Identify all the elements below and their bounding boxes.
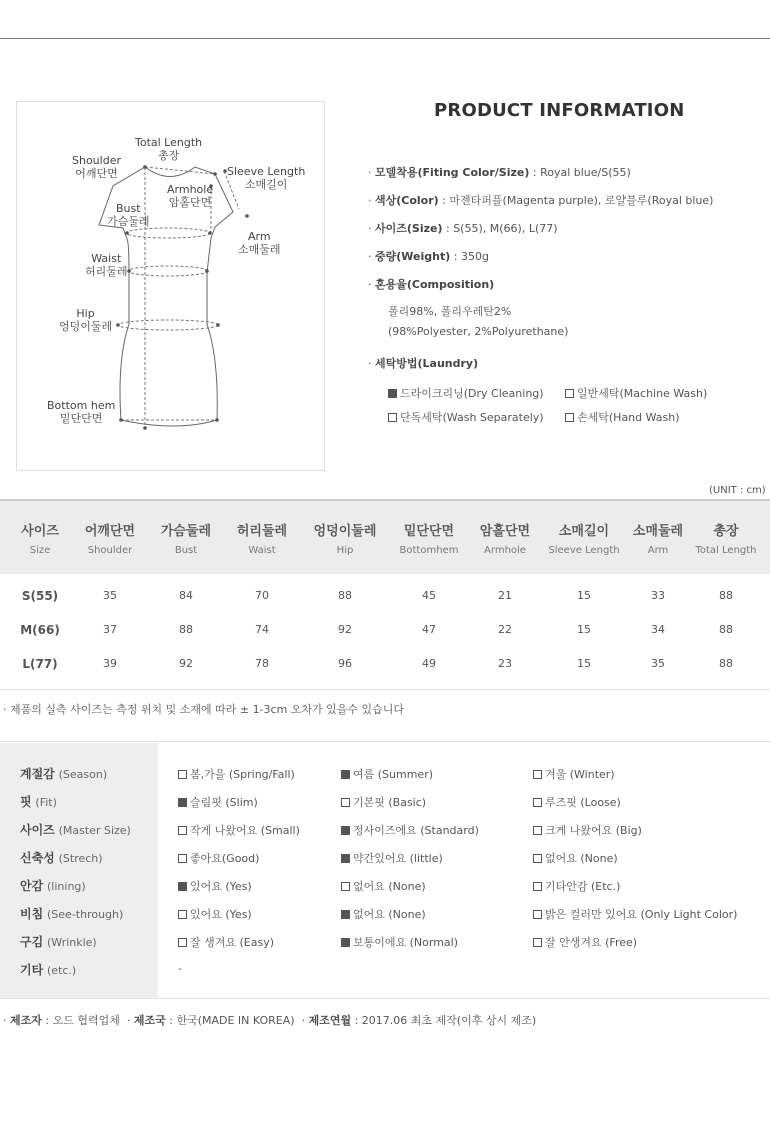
size-value-cell: 88: [719, 589, 733, 602]
checkbox-checked-icon: [341, 938, 350, 947]
label-total-length: Total Length 총장: [135, 136, 203, 162]
size-value-cell: 88: [719, 657, 733, 670]
header-total-length: 총장 Total Length: [695, 524, 757, 556]
feature-label-kr: 계절감: [20, 767, 55, 781]
checkbox-empty-icon: [178, 910, 187, 919]
feature-label-en: (Wrinkle): [47, 936, 97, 949]
checkbox-empty-icon: [533, 910, 542, 919]
size-value-cell: 88: [719, 623, 733, 636]
feature-option: [341, 878, 426, 894]
size-value-cell: 15: [577, 589, 591, 602]
feature-label-kr: 구김: [20, 935, 44, 949]
divider: [0, 741, 770, 742]
feature-label: [20, 933, 97, 950]
size-table-header: [0, 499, 770, 574]
size-note: · 제품의 실측 사이즈는 측정 위치 및 소재에 따라 ± 1-3cm 오차가 있을수 있습니다: [3, 703, 405, 716]
feature-option-label: 슬림핏 (Slim): [190, 796, 258, 809]
feature-option-label: 작게 나왔어요 (Small): [190, 824, 300, 837]
feature-option: [178, 878, 252, 894]
feature-option: [533, 878, 620, 894]
feature-option-label: 보통이에요 (Normal): [353, 936, 459, 949]
info-laundry: · 세탁방법(Laundry): [368, 357, 479, 370]
checkbox-checked-icon: [341, 854, 350, 863]
composition-kr: 폴리98%, 폴리우레탄2%: [388, 305, 512, 318]
checkbox-empty-icon: [341, 882, 350, 891]
header-shoulder: 어깨단면 Shoulder: [84, 524, 136, 556]
label-bust: Bust 가슴둘레: [107, 202, 150, 228]
checkbox-empty-icon: [533, 798, 542, 807]
feature-option-label: 약간있어요 (little): [353, 852, 443, 865]
feature-option-label: 잘 생겨요 (Easy): [190, 936, 275, 949]
checkbox-empty-icon: [533, 882, 542, 891]
size-value-cell: 49: [422, 657, 436, 670]
size-value-cell: 88: [338, 589, 352, 602]
header-waist: 허리둘레 Waist: [236, 524, 288, 556]
feature-option: [533, 934, 637, 950]
feature-option-label: 좋아요(Good): [190, 852, 260, 865]
unit-label: (UNIT : cm): [709, 485, 766, 496]
info-color: · 색상(Color) : 마젠타퍼플(Magenta purple), 로얄블루(Royal blue): [368, 194, 714, 207]
label-waist: Waist 허리둘레: [85, 252, 128, 278]
checkbox-empty-icon: [178, 770, 187, 779]
feature-option: [341, 794, 426, 810]
label-shoulder: Shoulder 어깨단면: [72, 154, 121, 180]
feature-option-label: 없어요 (None): [353, 880, 426, 893]
label-hip: Hip 엉덩이둘레: [59, 307, 113, 333]
size-value-cell: 37: [103, 623, 117, 636]
size-name-cell: M(66): [20, 623, 60, 637]
info-model: · 모델착용(Fiting Color/Size) : Royal blue/S(55): [368, 166, 631, 179]
size-value-cell: 39: [103, 657, 117, 670]
feature-label-en: (etc.): [47, 964, 77, 977]
info-size: · 사이즈(Size) : S(55), M(66), L(77): [368, 222, 558, 235]
checkbox-checked-icon: [341, 826, 350, 835]
size-name-cell: L(77): [22, 657, 58, 671]
header-hip: 엉덩이둘레 Hip: [313, 524, 377, 556]
feature-label-en: (Strech): [58, 852, 103, 865]
checkbox-empty-icon: [533, 826, 542, 835]
feature-option: [178, 766, 295, 782]
size-value-cell: 78: [255, 657, 269, 670]
feature-option: [533, 794, 621, 810]
size-value-cell: 45: [422, 589, 436, 602]
checkbox-empty-icon: [533, 938, 542, 947]
laundry-wash-separately: 단독세탁(Wash Separately): [388, 409, 544, 425]
header-bust: 가슴둘레 Bust: [160, 524, 212, 556]
header-arm: 소매둘레 Arm: [632, 524, 684, 556]
feature-label-kr: 신축성: [20, 851, 55, 865]
feature-option-label: 잘 안생겨요 (Free): [545, 936, 638, 949]
feature-option-label: 없어요 (None): [353, 908, 426, 921]
feature-option-label: 정사이즈에요 (Standard): [353, 824, 479, 837]
size-value-cell: 22: [498, 623, 512, 636]
checkbox-empty-icon: [533, 854, 542, 863]
size-value-cell: 70: [255, 589, 269, 602]
label-armhole: Armhole 암홀단면: [167, 183, 214, 209]
feature-option: [533, 850, 618, 866]
checkbox-empty-icon: [341, 798, 350, 807]
checkbox-empty-icon: [533, 770, 542, 779]
size-value-cell: 15: [577, 657, 591, 670]
composition-en: (98%Polyester, 2%Polyurethane): [388, 325, 569, 338]
size-value-cell: 35: [103, 589, 117, 602]
size-value-cell: 84: [179, 589, 193, 602]
feature-option-label: 봄,가을 (Spring/Fall): [190, 768, 295, 781]
feature-option: [533, 822, 642, 838]
feature-option-label: 기본핏 (Basic): [353, 796, 427, 809]
product-info-title: PRODUCT INFORMATION: [434, 100, 685, 121]
size-value-cell: 88: [179, 623, 193, 636]
info-weight: · 중량(Weight) : 350g: [368, 250, 489, 263]
size-value-cell: 23: [498, 657, 512, 670]
checkbox-checked-icon: [178, 882, 187, 891]
feature-label-en: (lining): [47, 880, 86, 893]
feature-option-label: 기타안감 (Etc.): [545, 880, 621, 893]
feature-label-kr: 기타: [20, 963, 44, 977]
feature-label-en: (See-through): [47, 908, 124, 921]
label-arm: Arm 소매둘레: [238, 230, 281, 256]
feature-option-label: 있어요 (Yes): [190, 880, 252, 893]
feature-option: [178, 906, 252, 922]
checkbox-empty-icon: [178, 854, 187, 863]
feature-option-label: 없어요 (None): [545, 852, 618, 865]
feature-option-label: 겨울 (Winter): [545, 768, 615, 781]
manufacturer-info: · 제조자 : 오드 협력업체 · 제조국 : 한국(MADE IN KOREA) · 제조연월 : 2017.06 최초 제작(이후 상시 제조): [3, 1014, 537, 1027]
divider: [0, 998, 770, 999]
feature-option: [341, 822, 479, 838]
checkbox-empty-icon: [178, 938, 187, 947]
feature-option: [178, 822, 300, 838]
feature-label-en: (Season): [58, 768, 108, 781]
feature-label: [20, 765, 107, 782]
checkbox-checked-icon: [388, 389, 397, 398]
size-name-cell: S(55): [21, 589, 59, 603]
top-divider: [0, 38, 770, 39]
feature-option-label: 밝은 컬러만 있어요 (Only Light Color): [545, 908, 738, 921]
feature-label: [20, 849, 103, 866]
checkbox-empty-icon: [565, 413, 574, 422]
size-value-cell: 33: [651, 589, 665, 602]
feature-label-kr: 사이즈: [20, 823, 55, 837]
laundry-hand-wash: 손세탁(Hand Wash): [565, 409, 680, 425]
checkbox-empty-icon: [178, 826, 187, 835]
size-value-cell: 47: [422, 623, 436, 636]
header-bottomhem: 밑단단면 Bottomhem: [399, 524, 459, 556]
feature-label: [20, 905, 123, 922]
header-armhole: 암홀단면 Armhole: [479, 524, 531, 556]
size-value-cell: 34: [651, 623, 665, 636]
feature-label-en: (Fit): [35, 796, 57, 809]
feature-label-en: (Master Size): [58, 824, 131, 837]
feature-option: [341, 850, 443, 866]
feature-option-label: 있어요 (Yes): [190, 908, 252, 921]
feature-option: [178, 794, 258, 810]
feature-option: [178, 850, 259, 866]
feature-option: [341, 766, 433, 782]
feature-label: [20, 877, 86, 894]
feature-label-kr: 핏: [20, 795, 32, 809]
header-size: 사이즈 Size: [21, 524, 59, 556]
size-value-cell: 21: [498, 589, 512, 602]
feature-option: [533, 766, 615, 782]
size-value-cell: 92: [338, 623, 352, 636]
size-value-cell: 96: [338, 657, 352, 670]
feature-label: [20, 821, 131, 838]
size-value-cell: 15: [577, 623, 591, 636]
laundry-machine-wash: 일반세탁(Machine Wash): [565, 385, 707, 401]
feature-option-label: 루즈핏 (Loose): [545, 796, 621, 809]
label-sleeve-length: Sleeve Length 소매길이: [227, 165, 306, 191]
checkbox-empty-icon: [388, 413, 397, 422]
checkbox-checked-icon: [341, 910, 350, 919]
laundry-dry-cleaning: 드라이크리닝(Dry Cleaning): [388, 385, 544, 401]
size-value-cell: 92: [179, 657, 193, 670]
feature-option: [341, 906, 426, 922]
feature-option-label: 크게 나왔어요 (Big): [545, 824, 642, 837]
feature-option: [341, 934, 458, 950]
checkbox-empty-icon: [565, 389, 574, 398]
feature-label: [20, 961, 76, 978]
divider: [0, 689, 770, 690]
checkbox-checked-icon: [341, 770, 350, 779]
header-sleeve-length: 소매길이 Sleeve Length: [548, 524, 620, 556]
feature-label-kr: 비침: [20, 907, 44, 921]
label-bottom-hem: Bottom hem 밑단단면: [47, 399, 116, 425]
size-value-cell: 74: [255, 623, 269, 636]
feature-option-label: 여름 (Summer): [353, 768, 434, 781]
checkbox-checked-icon: [178, 798, 187, 807]
measurement-diagram: [16, 101, 325, 471]
size-value-cell: 35: [651, 657, 665, 670]
feature-option: [533, 906, 737, 922]
feature-option: [178, 934, 274, 950]
feature-label: [20, 793, 57, 810]
feature-label-kr: 안감: [20, 879, 44, 893]
feature-text: -: [178, 962, 182, 975]
info-composition: · 혼용율(Composition): [368, 278, 495, 291]
